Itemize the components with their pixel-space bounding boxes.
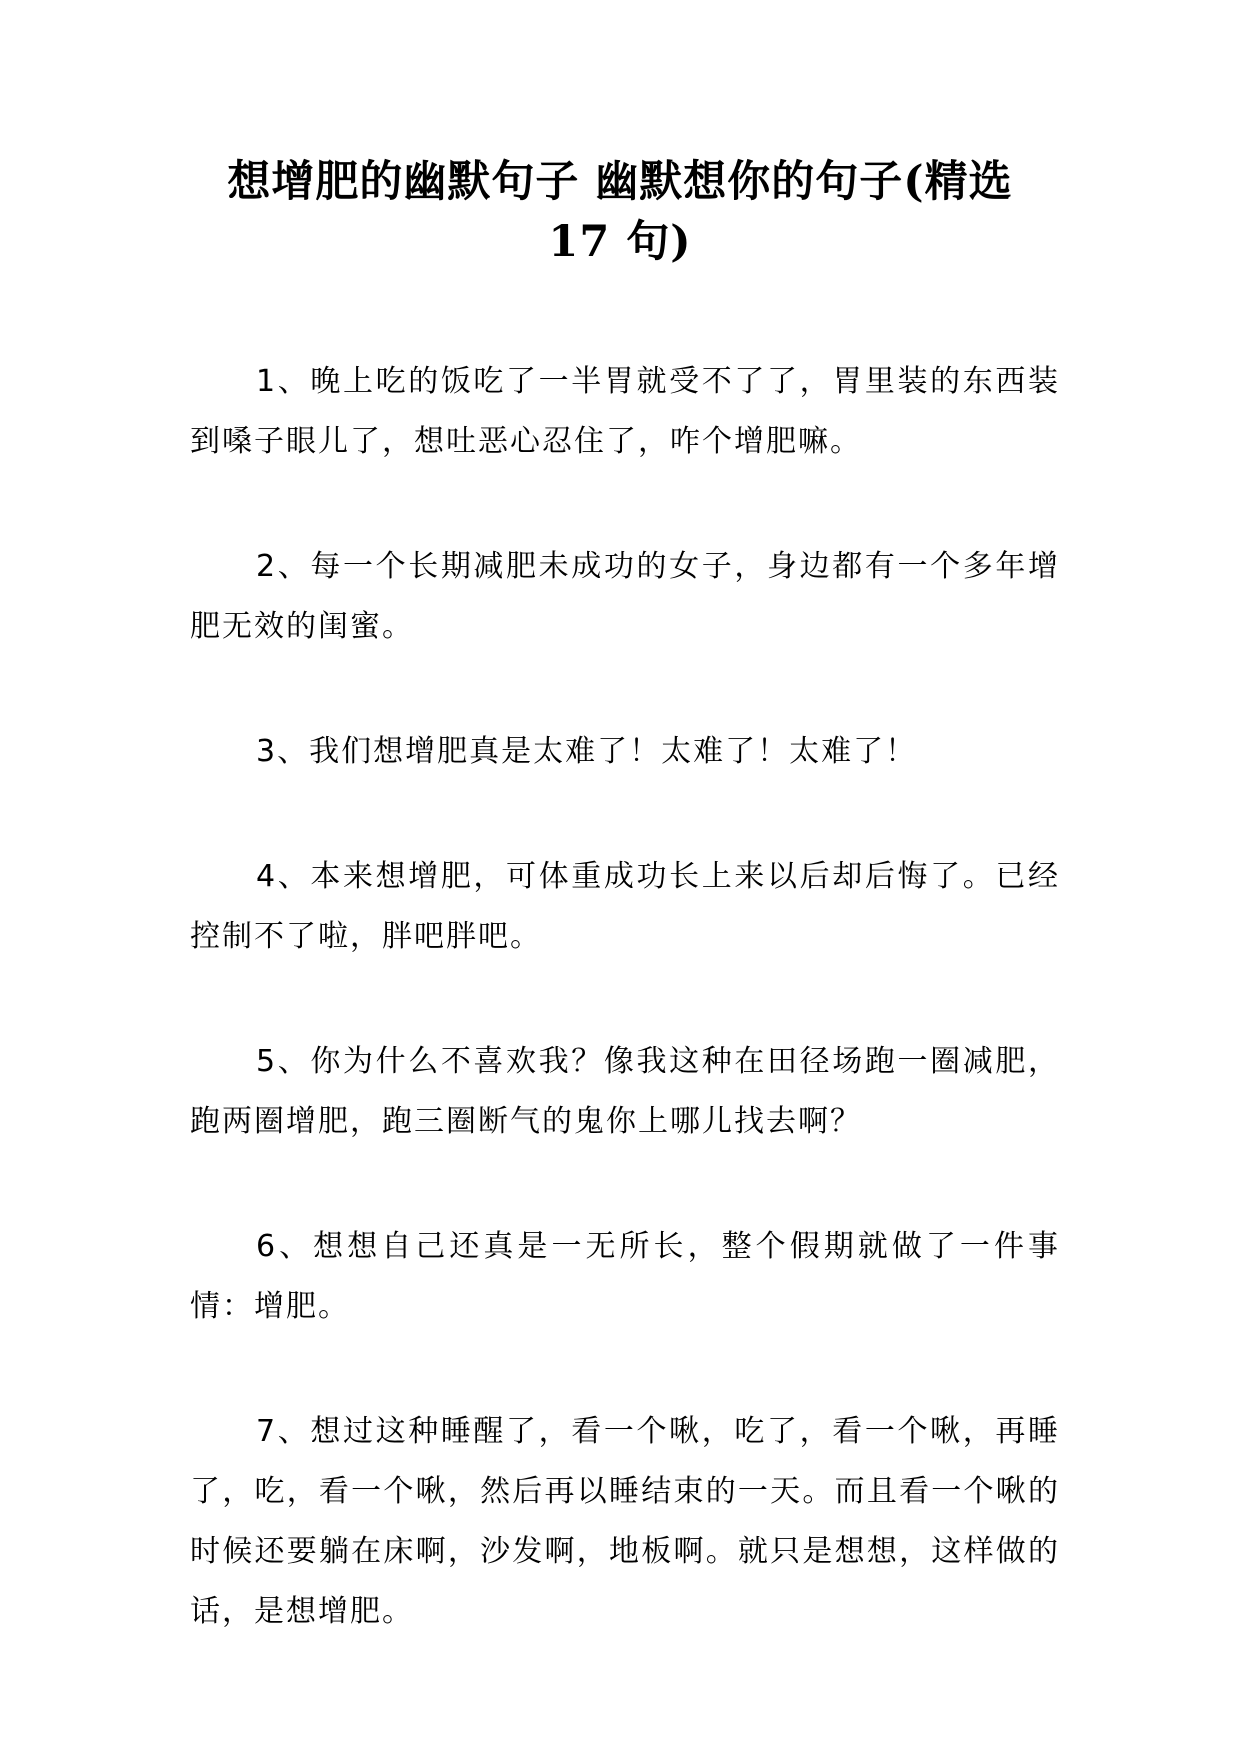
paragraph-4: 4、本来想增肥，可体重成功长上来以后却后悔了。已经控制不了啦，胖吧胖吧。 — [190, 859, 1060, 954]
paragraph-5: 5、你为什么不喜欢我？像我这种在田径场跑一圈减肥，跑两圈增肥，跑三圈断气的鬼你上哪儿找去啊？ — [190, 1044, 1060, 1139]
paragraph-6: 6、想想自己还真是一无所长，整个假期就做了一件事情：增肥。 — [190, 1229, 1060, 1324]
title-line-1: 想增肥的幽默句子 幽默想你的句子(精选 — [227, 157, 1013, 207]
paragraph-2: 2、每一个长期减肥未成功的女子，身边都有一个多年增肥无效的闺蜜。 — [190, 549, 1060, 644]
document-body — [190, 352, 1060, 1707]
paragraph-7: 7、想过这种睡醒了，看一个啾，吃了，看一个啾，再睡了，吃，看一个啾，然后再以睡结束的一天。而且看一个啾的时候还要躺在床啊，沙发啊，地板啊。就只是想想，这样做的话，是想增肥。 — [190, 1414, 1060, 1629]
paragraph-3: 3、我们想增肥真是太难了！太难了！太难了！ — [256, 734, 918, 769]
paragraph-1: 1、晚上吃的饭吃了一半胃就受不了了，胃里装的东西装到嗓子眼儿了，想吐恶心忍住了，咋个增肥嘛。 — [190, 364, 1060, 459]
document-title — [150, 152, 1090, 272]
title-line-2: 17 句) — [548, 217, 692, 267]
